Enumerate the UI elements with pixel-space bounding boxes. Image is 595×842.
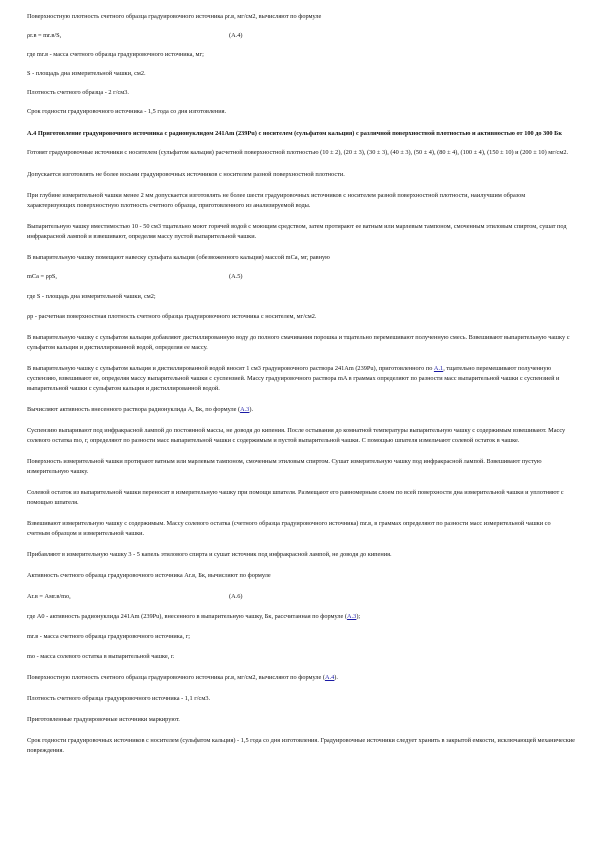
paragraph-shallow-dish: При глубине измерительной чашки менее 2 мм допускается изготовлять не более шести градуировочных источников с носителем разной поверхностной плотности, наилучшим образом характеризующих поверхностную плотность счетного образца, приготовленного из анализируемой воды. — [27, 192, 526, 209]
link-a3[interactable]: А.3 — [240, 406, 250, 413]
paragraph-storage: Срок годности градуировочных источников с носителем (сульфатом кальция) - 1,5 года со дня изготовления. Градуировочные источники следует хранить в закрытой емкости, исключающей механические повреждения. — [27, 737, 575, 754]
paragraph-mass-sample: mr.в - масса счетного образца градуировочного источника, г; — [27, 633, 191, 640]
text: ). — [334, 674, 338, 681]
document-page — [27, 12, 575, 765]
paragraph-density: Плотность счетного образца - 2 г/см3. — [27, 89, 129, 96]
formula-a4 — [27, 31, 575, 41]
paragraph-activity-calc — [27, 405, 575, 415]
paragraph-marking: Приготовленные градуировочные источники маркируют. — [27, 716, 180, 723]
text: ); — [356, 613, 361, 620]
paragraph-surface-density-intro: Поверхностную плотность счетного образца градуировочного источника ρr.в, мг/см2, вычисляют по формуле — [27, 13, 322, 20]
paragraph-area: S - площадь дна измерительной чашки, см2. — [27, 70, 146, 77]
paragraph-weigh-dish: Взвешивают измерительную чашку с содержимым. Массу солевого остатка (счетного образца градуировочного источника) mr.в, в граммах определяют по разности масс измерительной чашки со счетным образцом и измерительной чашки. — [27, 520, 551, 537]
link-a1[interactable]: А.1 — [433, 365, 444, 372]
paragraph-where-mass: где mr.в - масса счетного образца градуировочного источника, мг; — [27, 51, 204, 58]
paragraph-rho-p: ρp - расчетная поверхностная плотность счетного образца градуировочного источника с носителем, мг/см2. — [27, 313, 317, 320]
formula-a6-number: (A.6) — [229, 593, 243, 600]
formula-a5 — [27, 272, 575, 282]
formula-a4-number: (A.4) — [229, 32, 243, 39]
paragraph-max-eight: Допускается изготовлять не более восьми градуировочных источников с носителем разной поверхностной плотности. — [27, 171, 345, 178]
formula-a5-number: (A.5) — [229, 273, 243, 280]
text: Поверхностную плотность счетного образца градуировочного источника ρr.в, мг/см2, вычисляют по формуле ( — [27, 674, 326, 681]
text: где А0 - активность радионуклида 241Am (239Pu), внесенного в выпарительную чашку, Бк, рассчитанная по формуле ( — [27, 613, 348, 620]
section-title-a4: А.4 Приготовление градуировочного источника с радионуклидом 241Am (239Pu) с носителем (сульфатом кальция) с различной поверхностной плотностью и активностью от 100 до 300 Бк — [27, 130, 562, 137]
formula-a5-expression: mCa = ρpS, — [27, 273, 57, 280]
paragraph-surface-density-calc — [27, 673, 575, 683]
paragraph-prepare-sources: Готовят градуировочные источники с носителем (сульфатом кальция) расчетной поверхностной плотностью (10 ± 2), (20 ± 3), (30 ± 3), (40 ± 3), (50 ± 4), (80 ± 4), (100 ± 4), (150 ± 10) и (200 ± 10) мг/см2. — [27, 149, 569, 156]
paragraph-where-a0 — [27, 612, 575, 622]
paragraph-calcium-sulfate: В выпарительную чашку помещают навеску сульфата кальция (обезвоженного кальция) массой mCa, мг, равную — [27, 254, 330, 261]
text: В выпарительную чашку с сульфатом кальция и дистиллированной водой вносят 1 см3 градуировочного раствора 241Am (239Pu), приготовленного по — [27, 365, 434, 372]
paragraph-add-water: В выпарительную чашку с сульфатом кальция добавляют дистиллированную воду до полного смачивания порошка и тщательно перемешивают полученную смесь. Взвешивают выпарительную чашку с сульфатом кальция и дистиллированной водой, определяя ее массу. — [27, 334, 570, 351]
link-a3[interactable]: А.3 — [347, 613, 357, 620]
paragraph-mass-residue: mo - масса солевого остатка в выпарительной чашке, г. — [27, 653, 175, 660]
formula-a6 — [27, 592, 575, 602]
text: ). — [249, 406, 254, 413]
paragraph-sample-density: Плотность счетного образца градуировочного источника - 1,1 г/см3. — [27, 695, 211, 702]
formula-a6-expression: Аr.в = Амr.в/mo, — [27, 593, 71, 600]
paragraph-where-area: где S - площадь дна измерительной чашки, см2; — [27, 293, 156, 300]
paragraph-add-ethanol: Прибавляют в измерительную чашку 3 - 5 капель этилового спирта и сушат источник под инфракрасной лампой, не доводя до кипения. — [27, 551, 392, 558]
paragraph-wipe-dish: Поверхность измерительной чашки протирают ватным или марлевым тампоном, смоченным этиловым спиртом. Сушат измерительную чашку под инфракрасной лампой. Взвешивают пустую измерительную чашку. — [27, 458, 542, 475]
formula-a4-expression: ρr.в = mr.в/S, — [27, 32, 62, 39]
paragraph-transfer-residue: Солевой остаток из выпарительной чашки переносят в измерительную чашку при помощи шпателя. Размещают его равномерным слоем по всей поверхности дна измерительной чашки и уплотняют с помощью шпателя. — [27, 489, 564, 506]
paragraph-wash-dish: Выпарительную чашку вместимостью 10 - 50 см3 тщательно моют горячей водой с моющим средством, затем протирают ее ватным или марлевым тампоном, смоченным этиловым спиртом, сушат под инфракрасной лампой и взвешивают, определяя массу пустой выпарительной чашки. — [27, 223, 567, 240]
link-a4[interactable]: А.4 — [325, 674, 335, 681]
paragraph-add-solution — [27, 364, 575, 394]
text: Вычисляют активность внесенного раствора радионуклида А, Бк, по формуле ( — [27, 406, 241, 413]
paragraph-evaporate: Суспензию выпаривают под инфракрасной лампой до постоянной массы, не доводя до кипения. После остывания до комнатной температуры выпарительную чашку с содержимым взвешивают. Массу солевого остатка mo, г, определяют по разности масс выпарительной чашки с содержимым и пустой выпарительной чашки. С помощью шпателя измельчают солевой остаток в чашке. — [27, 427, 566, 444]
text: , тщательно перемешивают полученную суспензию, взвешивают ее, определяя массу выпарительной чашки с суспензией. Массу градуировочного раствора mA в граммах определяют по разности масс выпарительной чашки с суспензией и выпарительной чашки с сульфатом кальция и дистиллированной водой. — [27, 365, 560, 392]
paragraph-shelf-life: Срок годности градуировочного источника - 1,5 года со дня изготовления. — [27, 108, 227, 115]
paragraph-activity-formula-intro: Активность счетного образца градуировочного источника Аr.в, Бк, вычисляют по формуле — [27, 572, 271, 579]
